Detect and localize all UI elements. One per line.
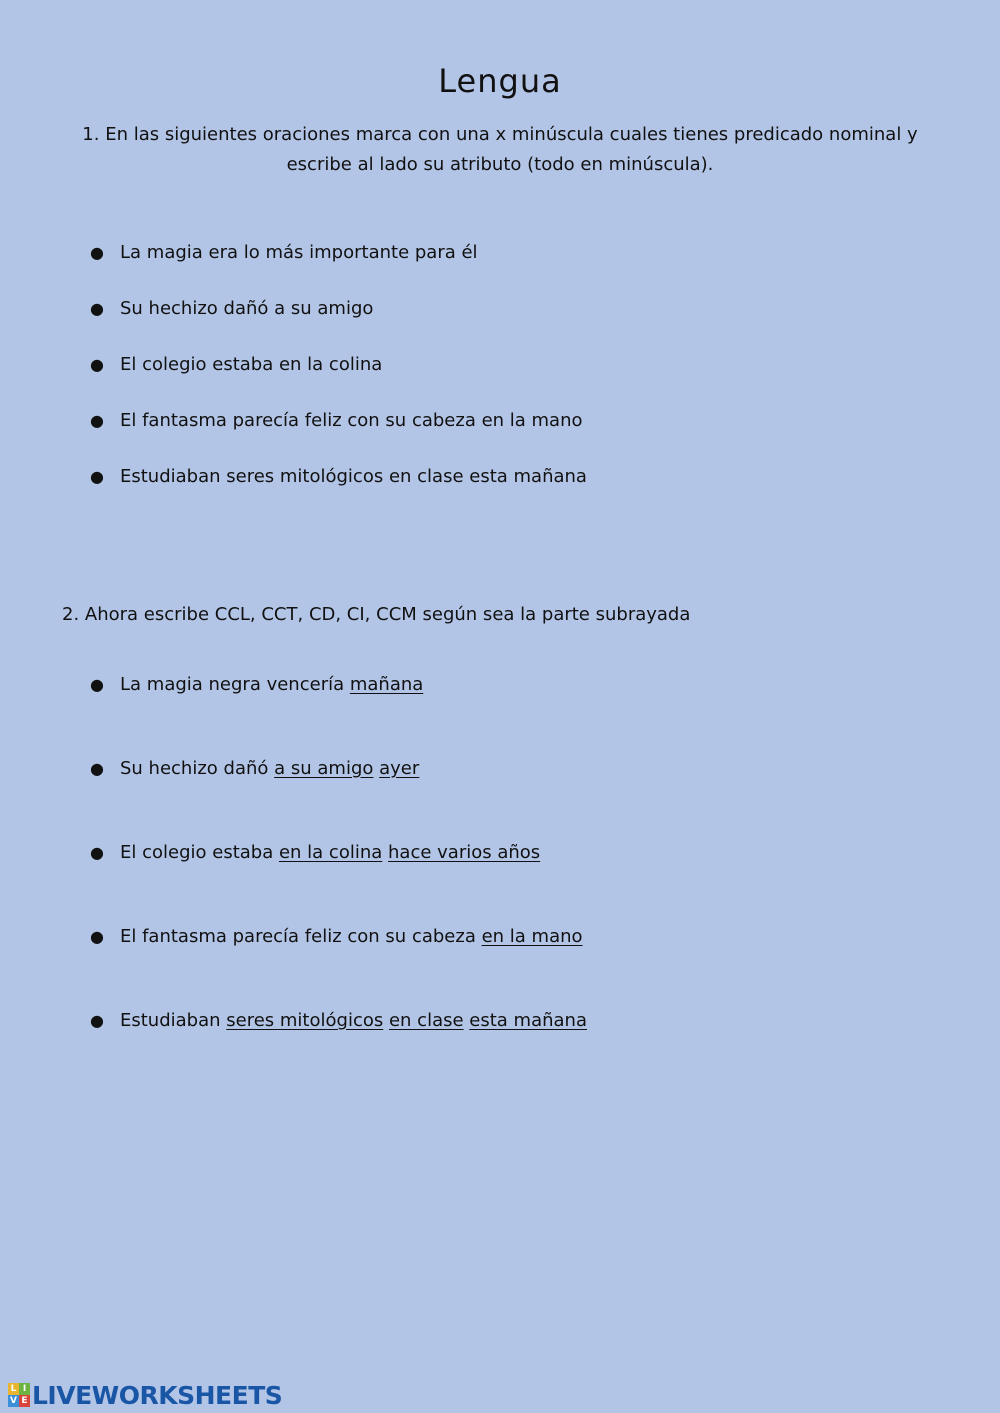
underlined-phrase: en la mano [481,926,583,947]
bullet-icon: ● [90,411,104,430]
q1-list-item [90,240,478,266]
bullet-icon: ● [90,843,104,862]
q1-sentence: El fantasma parecía feliz con su cabeza en la mano [120,410,583,431]
q2-list-item [90,840,540,866]
q2-sentence-text: Estudiaban [120,1010,227,1031]
bullet-icon: ● [90,675,104,694]
underlined-phrase: a su amigo [274,758,374,779]
underlined-phrase: mañana [349,674,424,695]
q1-list-item [90,352,382,378]
underlined-phrase: ayer [379,758,420,779]
bullet-icon: ● [90,243,104,262]
q2-list-item [90,924,583,950]
q2-sentence-text: La magia negra vencería [120,674,350,695]
q2-list-item [90,1008,587,1034]
underlined-phrase: en clase [388,1010,464,1031]
bullet-icon: ● [90,927,104,946]
underlined-phrase: seres mitológicos [226,1010,384,1031]
liveworksheets-logo [8,1380,282,1410]
bullet-icon: ● [90,355,104,374]
q2-sentence-text: El colegio estaba [120,842,279,863]
q1-list-item [90,296,373,322]
q2-list-item [90,672,423,698]
q1-sentence: Estudiaban seres mitológicos en clase esta mañana [120,466,587,487]
question-1-instructions: 1. En las siguientes oraciones marca con una x minúscula cuales tienes predicado nominal y escribe al lado su atributo (todo en minúscula). [82,124,918,175]
bullet-icon: ● [90,467,104,486]
q2-sentence-text: Su hechizo dañó [120,758,275,779]
q1-sentence: El colegio estaba en la colina [120,354,383,375]
q1-sentence: Su hechizo dañó a su amigo [120,298,374,319]
bullet-icon: ● [90,299,104,318]
bullet-icon: ● [90,1011,104,1030]
bullet-icon: ● [90,759,104,778]
question-2-instructions: 2. Ahora escribe CCL, CCT, CD, CI, CCM según sea la parte subrayada [62,604,691,625]
underlined-phrase: en la colina [278,842,383,863]
logo-text: LIVEWORKSHEETS [32,1380,283,1410]
q2-list-item [90,756,419,782]
q1-list-item [90,408,583,434]
q1-list-item [90,464,587,490]
underlined-phrase: hace varios años [388,842,541,863]
q1-sentence: La magia era lo más importante para él [120,242,478,263]
underlined-phrase: esta mañana [469,1010,587,1031]
liveworksheets-logo-icon: L I V E [8,1383,30,1407]
page-title: Lengua [438,62,562,100]
q2-sentence-text: El fantasma parecía feliz con su cabeza [120,926,482,947]
